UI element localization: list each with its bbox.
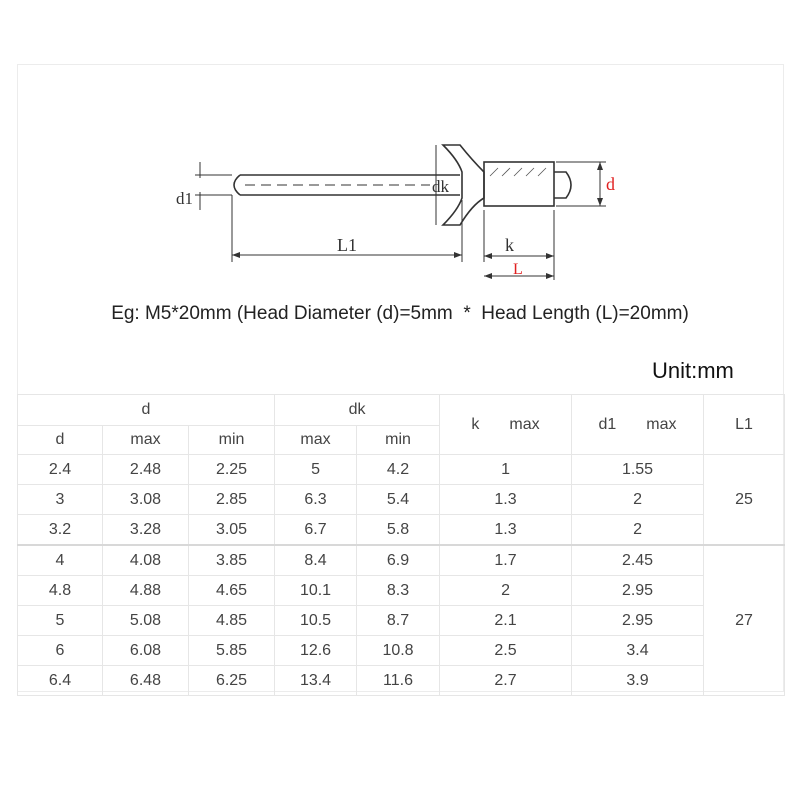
mandrel-tip xyxy=(234,175,240,195)
cell-d: 4.8 xyxy=(18,576,103,606)
subheader-d-max: max xyxy=(103,426,189,455)
cell-d-max: 6.48 xyxy=(103,666,189,696)
cell-dk-min: 5.4 xyxy=(357,485,440,515)
cell-k-max: 1.3 xyxy=(440,515,572,546)
cell-dk-min: 8.3 xyxy=(357,576,440,606)
rivet-head xyxy=(443,145,484,225)
cell-dk-max: 8.4 xyxy=(275,545,357,576)
cell-dk-min: 10.8 xyxy=(357,636,440,666)
mandrel-head xyxy=(554,172,571,198)
cell-d-min: 4.85 xyxy=(189,606,275,636)
spec-table xyxy=(17,394,785,696)
cell-dk-max: 10.5 xyxy=(275,606,357,636)
label-d1: d1 xyxy=(176,189,193,208)
cell-d-min: 2.85 xyxy=(189,485,275,515)
cell-d1-max: 2 xyxy=(572,485,704,515)
cell-dk-max: 6.7 xyxy=(275,515,357,546)
header-d1: d1 xyxy=(598,415,617,433)
label-L: L xyxy=(513,261,523,278)
cell-d-min: 6.25 xyxy=(189,666,275,696)
cell-dk-min: 6.9 xyxy=(357,545,440,576)
cell-d-max: 3.08 xyxy=(103,485,189,515)
cell-k-max: 2 xyxy=(440,576,572,606)
cell-d-max: 4.08 xyxy=(103,545,189,576)
cell-d-max: 4.88 xyxy=(103,576,189,606)
cell-L1: 27 xyxy=(704,545,785,696)
cell-dk-min: 11.6 xyxy=(357,666,440,696)
subheader-d-min: min xyxy=(189,426,275,455)
header-d: d xyxy=(18,395,275,426)
label-dk: dk xyxy=(432,177,449,196)
header-L1: L1 xyxy=(704,395,785,455)
cell-k-max: 2.1 xyxy=(440,606,572,636)
cell-d: 2.4 xyxy=(18,455,103,485)
unit-label: Unit:mm xyxy=(652,358,734,383)
subheader-dk-min: min xyxy=(357,426,440,455)
header-k-max-label: max xyxy=(509,415,540,433)
cell-dk-max: 10.1 xyxy=(275,576,357,606)
cell-d-max: 3.28 xyxy=(103,515,189,546)
table-row xyxy=(18,576,785,606)
rivet-diagram xyxy=(0,0,800,300)
cell-d: 6.4 xyxy=(18,666,103,696)
cell-d-min: 4.65 xyxy=(189,576,275,606)
cell-d: 3.2 xyxy=(18,515,103,546)
table-row xyxy=(18,666,785,696)
header-k: k xyxy=(471,415,480,433)
cell-d: 6 xyxy=(18,636,103,666)
label-k: k xyxy=(505,235,514,255)
cell-d-min: 2.25 xyxy=(189,455,275,485)
cell-d: 3 xyxy=(18,485,103,515)
header-d1-max-label: max xyxy=(646,415,677,433)
subheader-d: d xyxy=(18,426,103,455)
table-row xyxy=(18,485,785,515)
cell-dk-min: 4.2 xyxy=(357,455,440,485)
cell-dk-max: 6.3 xyxy=(275,485,357,515)
cell-k-max: 1 xyxy=(440,455,572,485)
cell-d-min: 3.05 xyxy=(189,515,275,546)
cell-dk-max: 13.4 xyxy=(275,666,357,696)
table-row xyxy=(18,545,785,576)
cell-d1-max: 2 xyxy=(572,515,704,546)
header-dk: dk xyxy=(275,395,440,426)
cell-d: 4 xyxy=(18,545,103,576)
cell-dk-max: 5 xyxy=(275,455,357,485)
table-row xyxy=(18,515,785,546)
subheader-dk-max: max xyxy=(275,426,357,455)
cell-k-max: 1.3 xyxy=(440,485,572,515)
cell-d-min: 3.85 xyxy=(189,545,275,576)
cell-d1-max: 3.4 xyxy=(572,636,704,666)
table-row xyxy=(18,455,785,485)
cell-d-max: 2.48 xyxy=(103,455,189,485)
table-header-row xyxy=(18,395,785,426)
cell-d1-max: 2.95 xyxy=(572,576,704,606)
cell-d-max: 5.08 xyxy=(103,606,189,636)
rivet-body xyxy=(484,162,554,206)
cell-L1: 25 xyxy=(704,455,785,546)
header-k-max xyxy=(440,395,572,455)
cell-dk-min: 5.8 xyxy=(357,515,440,546)
cell-k-max: 2.5 xyxy=(440,636,572,666)
cell-d-min: 5.85 xyxy=(189,636,275,666)
table-row xyxy=(18,636,785,666)
example-text: Eg: M5*20mm (Head Diameter (d)=5mm * Head Length (L)=20mm) xyxy=(111,303,689,324)
label-d: d xyxy=(606,174,615,194)
table-row xyxy=(18,606,785,636)
cell-dk-max: 12.6 xyxy=(275,636,357,666)
cell-d1-max: 1.55 xyxy=(572,455,704,485)
cell-k-max: 2.7 xyxy=(440,666,572,696)
cell-d1-max: 3.9 xyxy=(572,666,704,696)
cell-d1-max: 2.45 xyxy=(572,545,704,576)
label-L1: L1 xyxy=(337,235,357,255)
cell-k-max: 1.7 xyxy=(440,545,572,576)
cell-dk-min: 8.7 xyxy=(357,606,440,636)
cell-d-max: 6.08 xyxy=(103,636,189,666)
cell-d: 5 xyxy=(18,606,103,636)
cell-d1-max: 2.95 xyxy=(572,606,704,636)
header-d1-max xyxy=(572,395,704,455)
